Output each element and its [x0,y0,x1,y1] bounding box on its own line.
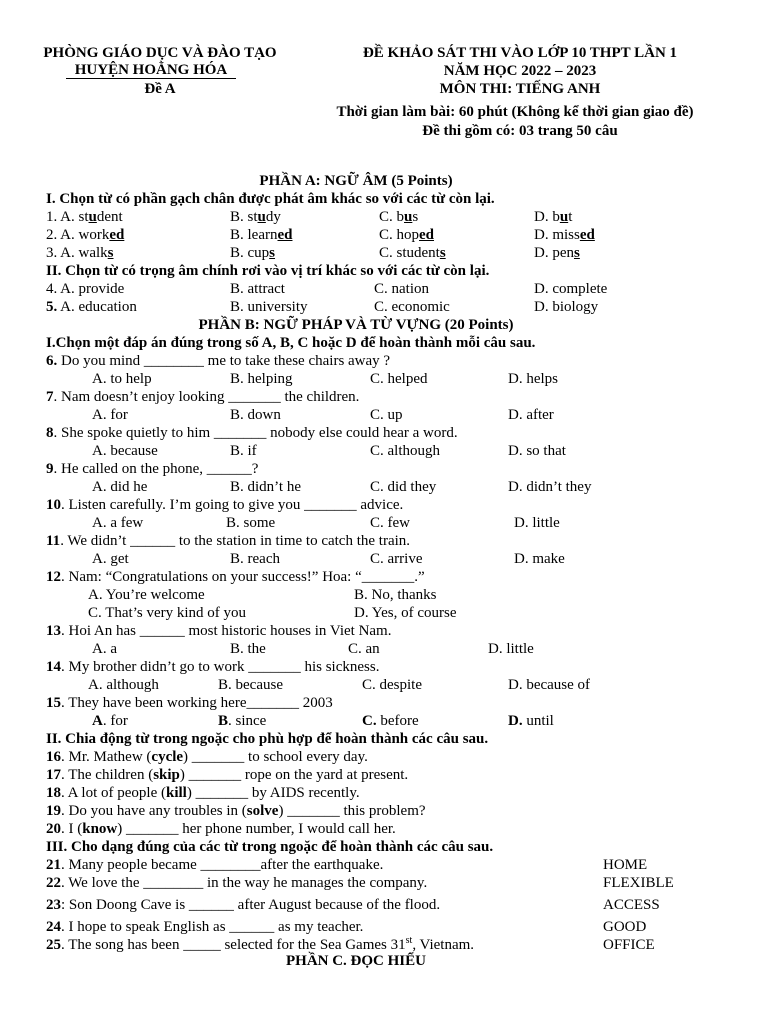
part-a-title: PHẦN A: NGỮ ÂM (5 Points) [259,173,453,189]
question-15-options: A. for B. since C. before D. until [92,713,554,729]
question-10: 10. Listen carefully. I’m going to give you _______ advice. [46,497,404,513]
option-d: D. make [514,551,565,567]
option-b: B. helping [230,371,293,387]
option-d: D. helps [508,371,558,387]
exam-code: Đề A [144,81,176,97]
option-b: B. some [226,515,276,531]
question-23: 23: Son Doong Cave is ______ after August because of the flood. ACCESS [46,897,660,913]
question-8: 8. She spoke quietly to him _______ nobody else could hear a word. [46,425,458,441]
question-24: 24. I hope to speak English as ______ as my teacher. GOOD [46,919,647,935]
question-5: 5. A. education B. university C. economic D. biology [46,299,599,315]
question-3 [46,244,746,262]
question-13-options: A. a B. the C. an D. little [92,641,534,657]
q1-option-a: 1. A. student [46,209,123,225]
question-22: 22. We love the ________ in the way he manages the company. FLEXIBLE [46,875,674,891]
question-12-options-row1: A. You’re welcome B. No, thanks [88,587,437,603]
option-d: D. didn’t they [508,479,592,495]
option-b: B. down [230,407,281,423]
option-a: A. a few [92,515,144,531]
option-a: A. because [92,443,158,459]
wordform-list [46,856,746,954]
part-b-section-1-instruction: I.Chọn một đáp án đúng trong số A, B, C hoặc D để hoàn thành mỗi câu sau. [46,335,536,351]
root-word: GOOD [603,919,647,935]
q1-option-c: C. bus [379,209,419,225]
option-d: D. so that [508,443,566,459]
mcq-list [46,352,746,568]
school-year: NĂM HỌC 2022 – 2023 [443,63,597,79]
question-8-options [46,442,746,460]
question-13: 13. Hoi An has ______ most historic houses in Viet Nam. [46,623,392,639]
option-c: C. up [370,407,403,423]
exam-body [46,172,746,970]
option-b: B. reach [230,551,280,567]
question-14: 14. My brother didn’t go to work _______ his sickness. [46,659,380,675]
question-11-options [46,550,746,568]
question-9: 9. He called on the phone, ______? [46,461,259,477]
option-c: C. arrive [370,551,423,567]
option-a: A. get [92,551,129,567]
option-c: C. although [370,443,440,459]
question-7: 7. Nam doesn’t enjoy looking _______ the children. [46,389,360,405]
question-14-options: A. although B. because C. despite D. because of [88,677,591,693]
part-a-section-2-instruction: II. Chọn từ có trọng âm chính rơi vào vị trí khác so với các từ còn lại. [46,263,490,279]
option-d: D. little [514,515,560,531]
q1-option-b: B. study [230,209,281,225]
question-17: 17. The children (skip) _______ rope on the yard at present. [46,767,409,783]
question-6-options [46,370,746,388]
option-a: A. did he [92,479,148,495]
part-b-section-2-instruction: II. Chia động từ trong ngoặc cho phù hợp để hoàn thành các câu sau. [46,731,489,747]
q3-option-a: 3. A. walks [46,245,114,261]
q1-option-d: D. but [534,209,573,225]
part-c-title: PHẦN C. ĐỌC HIỂU [285,953,426,969]
verb-list [46,748,746,838]
question-18: 18. A lot of people (kill) _______ by AIDS recently. [46,785,360,801]
root-word: HOME [603,857,648,873]
question-7-options [46,406,746,424]
question-19: 19. Do you have any troubles in (solve) _______ this problem? [46,803,426,819]
question-20: 20. I (know) _______ her phone number, I would call her. [46,821,396,837]
question-25: 25. The song has been _____ selected for the Sea Games 31st, Vietnam. OFFICE [46,935,655,953]
question-4: 4. A. provide B. attract C. nation D. complete [46,281,608,297]
root-word: FLEXIBLE [603,875,674,891]
subject: MÔN THI: TIẾNG ANH [439,81,601,97]
q2-option-d: D. missed [534,227,595,243]
question-21: 21. Many people became ________after the earthquake. HOME [46,857,648,873]
question-2 [46,226,746,244]
q3-option-d: D. pens [534,245,580,261]
option-c: C. helped [370,371,428,387]
option-b: B. didn’t he [230,479,301,495]
part-b-section-3-instruction: III. Cho dạng đúng của các từ trong ngoặc để hoàn thành các câu sau. [46,839,494,855]
q2-option-b: B. learned [230,227,293,243]
question-12: 12. Nam: “Congratulations on your success!” Hoa: “_______.” [46,569,425,585]
q3-option-c: C. students [379,245,446,261]
option-b: B. if [230,443,257,459]
option-c: C. did they [370,479,437,495]
question-9-options [46,478,746,496]
q3-option-b: B. cups [230,245,276,261]
part-b-title: PHẦN B: NGỮ PHÁP VÀ TỪ VỰNG (20 Points) [198,317,514,333]
option-d: D. after [508,407,554,423]
q2-option-c: C. hoped [379,227,435,243]
question-11: 11. We didn’t ______ to the station in time to catch the train. [46,533,411,549]
question-6: 6. Do you mind ________ me to take these chairs away ? [46,353,391,369]
root-word: OFFICE [603,937,655,953]
exam-title: ĐỀ KHẢO SÁT THI VÀO LỚP 10 THPT LẦN 1 [362,45,678,61]
duration: Thời gian làm bài: 60 phút (Không kể thời gian giao đề) [336,104,694,120]
option-a: A. to help [92,371,152,387]
option-a: A. for [92,407,128,423]
q2-option-a: 2. A. worked [46,227,125,243]
department-name: PHÒNG GIÁO DỤC VÀ ĐÀO TẠO [43,45,277,61]
page-count: Đề thi gồm có: 03 trang 50 câu [422,123,618,139]
question-10-options [46,514,746,532]
option-c: C. few [370,515,410,531]
question-1 [46,208,746,226]
question-15: 15. They have been working here_______ 2003 [46,695,333,711]
district-name: HUYỆN HOẰNG HÓA [66,62,236,79]
question-16: 16. Mr. Mathew (cycle) _______ to school every day. [46,749,368,765]
part-a-section-1-instruction: I. Chọn từ có phần gạch chân được phát âm khác so với các từ còn lại. [46,191,495,207]
root-word: ACCESS [603,897,660,913]
question-12-options-row2: C. That’s very kind of you D. Yes, of course [88,605,457,621]
